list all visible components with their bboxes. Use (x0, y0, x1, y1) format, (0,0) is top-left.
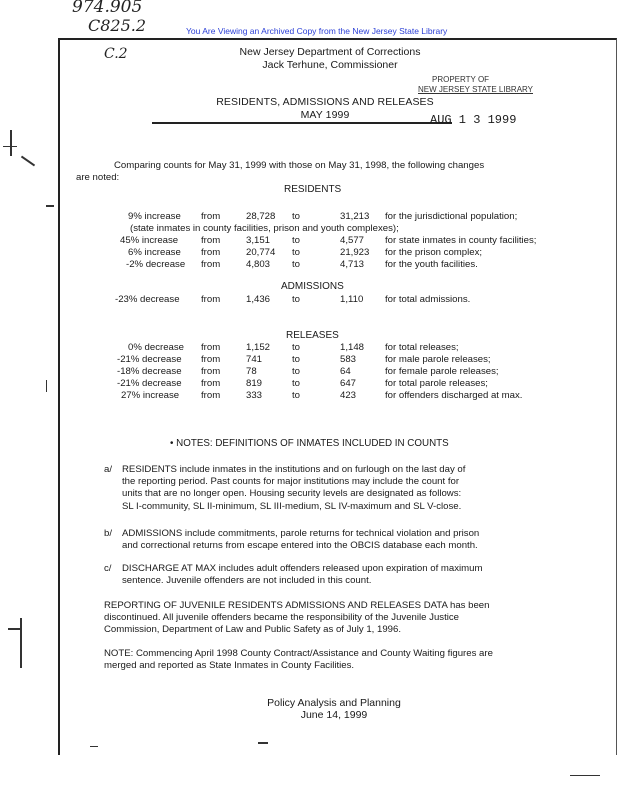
intro-line-1: Comparing counts for May 31, 1999 with those on May 31, 1998, the following changes (114, 160, 485, 171)
received-date-stamp: AUG 1 3 1999 (430, 113, 517, 127)
note-b-label: b/ (104, 528, 113, 539)
prior-count: 20,774 (246, 247, 276, 258)
prior-count: 78 (246, 366, 257, 377)
table-row (0, 247, 618, 259)
table-row (0, 354, 618, 366)
note-a-label: a/ (104, 464, 113, 475)
prior-count: 741 (246, 354, 263, 365)
note-c: DISCHARGE AT MAX includes adult offenders released upon expiration of maximum sentence. Juvenile offenders are not included in this count. (122, 563, 483, 587)
admissions-heading: ADMISSIONS (281, 281, 344, 292)
table-row (0, 235, 618, 247)
intro-line-2: are noted: (76, 172, 120, 183)
prior-count: 3,151 (246, 235, 271, 246)
handwritten-catalog-number: 974.905 (72, 0, 143, 17)
current-count: 583 (340, 354, 357, 365)
from-word: from (201, 354, 221, 365)
note-c-label: c/ (104, 563, 112, 574)
from-word: from (201, 294, 221, 305)
pct-change: 9% increase (128, 211, 181, 222)
pct-change: 45% increase (120, 235, 179, 246)
row-description: for total admissions. (385, 294, 471, 305)
note-b: ADMISSIONS include commitments, parole returns for technical violation and prison and correctional returns from escape entered into the OBCIS database each month. (122, 528, 480, 552)
current-count: 31,213 (340, 211, 370, 222)
prior-count: 28,728 (246, 211, 276, 222)
handwritten-corner-mark: C.2 (104, 46, 128, 62)
title-rule (152, 122, 452, 124)
to-word: to (292, 294, 301, 305)
row-description: for total releases; (385, 342, 459, 353)
residents-heading: RESIDENTS (284, 184, 342, 195)
scan-mark (570, 775, 600, 776)
current-count: 4,713 (340, 259, 365, 270)
footer-date: June 14, 1999 (300, 709, 368, 721)
current-count: 647 (340, 378, 357, 389)
to-word: to (292, 342, 301, 353)
row-description: for female parole releases; (385, 366, 499, 377)
footer-office: Policy Analysis and Planning (267, 697, 401, 709)
to-word: to (292, 247, 301, 258)
to-word: to (292, 378, 301, 389)
row-description: for state inmates in county facilities; (385, 235, 537, 246)
to-word: to (292, 259, 301, 270)
from-word: from (201, 259, 221, 270)
current-count: 21,923 (340, 247, 370, 258)
note-a: RESIDENTS include inmates in the institutions and on furlough on the last day of the reporting period. Past counts for major institutions may include the count for units that are no longer open. Housing security levels are designated as follows: SL I-community, SL II-minimum, SL III-medium, SL IV-maximum and SL V-close. (122, 464, 466, 512)
scan-mark (21, 156, 35, 167)
prior-count: 4,803 (246, 259, 271, 270)
current-count: 1,148 (340, 342, 365, 353)
current-count: 4,577 (340, 235, 365, 246)
pct-change: -23% decrease (115, 294, 180, 305)
pct-change: 0% decrease (128, 342, 184, 353)
table-row (0, 294, 618, 306)
from-word: from (201, 342, 221, 353)
stamp-library: NEW JERSEY STATE LIBRARY (418, 85, 533, 94)
prior-count: 1,436 (246, 294, 271, 305)
current-count: 64 (340, 366, 351, 377)
commissioner-name: Jack Terhune, Commissioner (262, 59, 398, 71)
scan-mark (3, 146, 17, 147)
pct-change: 27% increase (121, 390, 180, 401)
to-word: to (292, 235, 301, 246)
from-word: from (201, 235, 221, 246)
agency-name: New Jersey Department of Corrections (239, 46, 421, 58)
prior-count: 819 (246, 378, 263, 389)
scan-mark (90, 746, 98, 747)
from-word: from (201, 211, 221, 222)
from-word: from (201, 390, 221, 401)
prior-count: 1,152 (246, 342, 271, 353)
county-figures-note: NOTE: Commencing April 1998 County Contract/Assistance and County Waiting figures are merged and reported as State Inmates in County Facilities. (104, 648, 493, 672)
scan-mark (46, 205, 54, 207)
from-word: from (201, 247, 221, 258)
row-description: for the youth facilities. (385, 259, 478, 270)
pct-change: -21% decrease (117, 378, 182, 389)
stamp-property: PROPERTY OF (432, 75, 490, 84)
table-row (0, 390, 618, 402)
table-row (0, 366, 618, 378)
scan-mark (20, 618, 22, 668)
row-description: for the jurisdictional population; (385, 211, 518, 222)
releases-heading: RELEASES (286, 330, 339, 341)
pct-change: -21% decrease (117, 354, 182, 365)
row-description: for the prison complex; (385, 247, 483, 258)
pct-change: 6% increase (128, 247, 181, 258)
residents-note: (state inmates in county facilities, prison and youth complexes); (130, 223, 399, 234)
to-word: to (292, 390, 301, 401)
to-word: to (292, 366, 301, 377)
table-row (0, 342, 618, 354)
scan-mark (10, 130, 12, 156)
handwritten-call-number: C825.2 (88, 16, 147, 35)
juvenile-notice: REPORTING OF JUVENILE RESIDENTS ADMISSIONS AND RELEASES DATA has been discontinued. All juvenile offenders became the responsibility of the Juvenile Justice Commission, Department of Law and Public Safety as of July 1, 1996. (104, 600, 490, 636)
pct-change: -18% decrease (117, 366, 182, 377)
report-title: RESIDENTS, ADMISSIONS AND RELEASES (216, 96, 434, 108)
to-word: to (292, 211, 301, 222)
table-row (0, 378, 618, 390)
row-description: for offenders discharged at max. (385, 390, 523, 401)
pct-change: -2% decrease (126, 259, 186, 270)
row-description: for total parole releases; (385, 378, 488, 389)
prior-count: 333 (246, 390, 263, 401)
current-count: 1,110 (340, 294, 364, 305)
archive-notice: You Are Viewing an Archived Copy from the New Jersey State Library (186, 26, 448, 36)
scan-mark (258, 742, 268, 744)
report-month: MAY 1999 (300, 109, 350, 121)
current-count: 423 (340, 390, 357, 401)
from-word: from (201, 366, 221, 377)
from-word: from (201, 378, 221, 389)
to-word: to (292, 354, 301, 365)
table-row (0, 211, 618, 223)
row-description: for male parole releases; (385, 354, 491, 365)
notes-heading: • NOTES: DEFINITIONS OF INMATES INCLUDED IN COUNTS (170, 438, 449, 449)
table-row (0, 259, 618, 271)
